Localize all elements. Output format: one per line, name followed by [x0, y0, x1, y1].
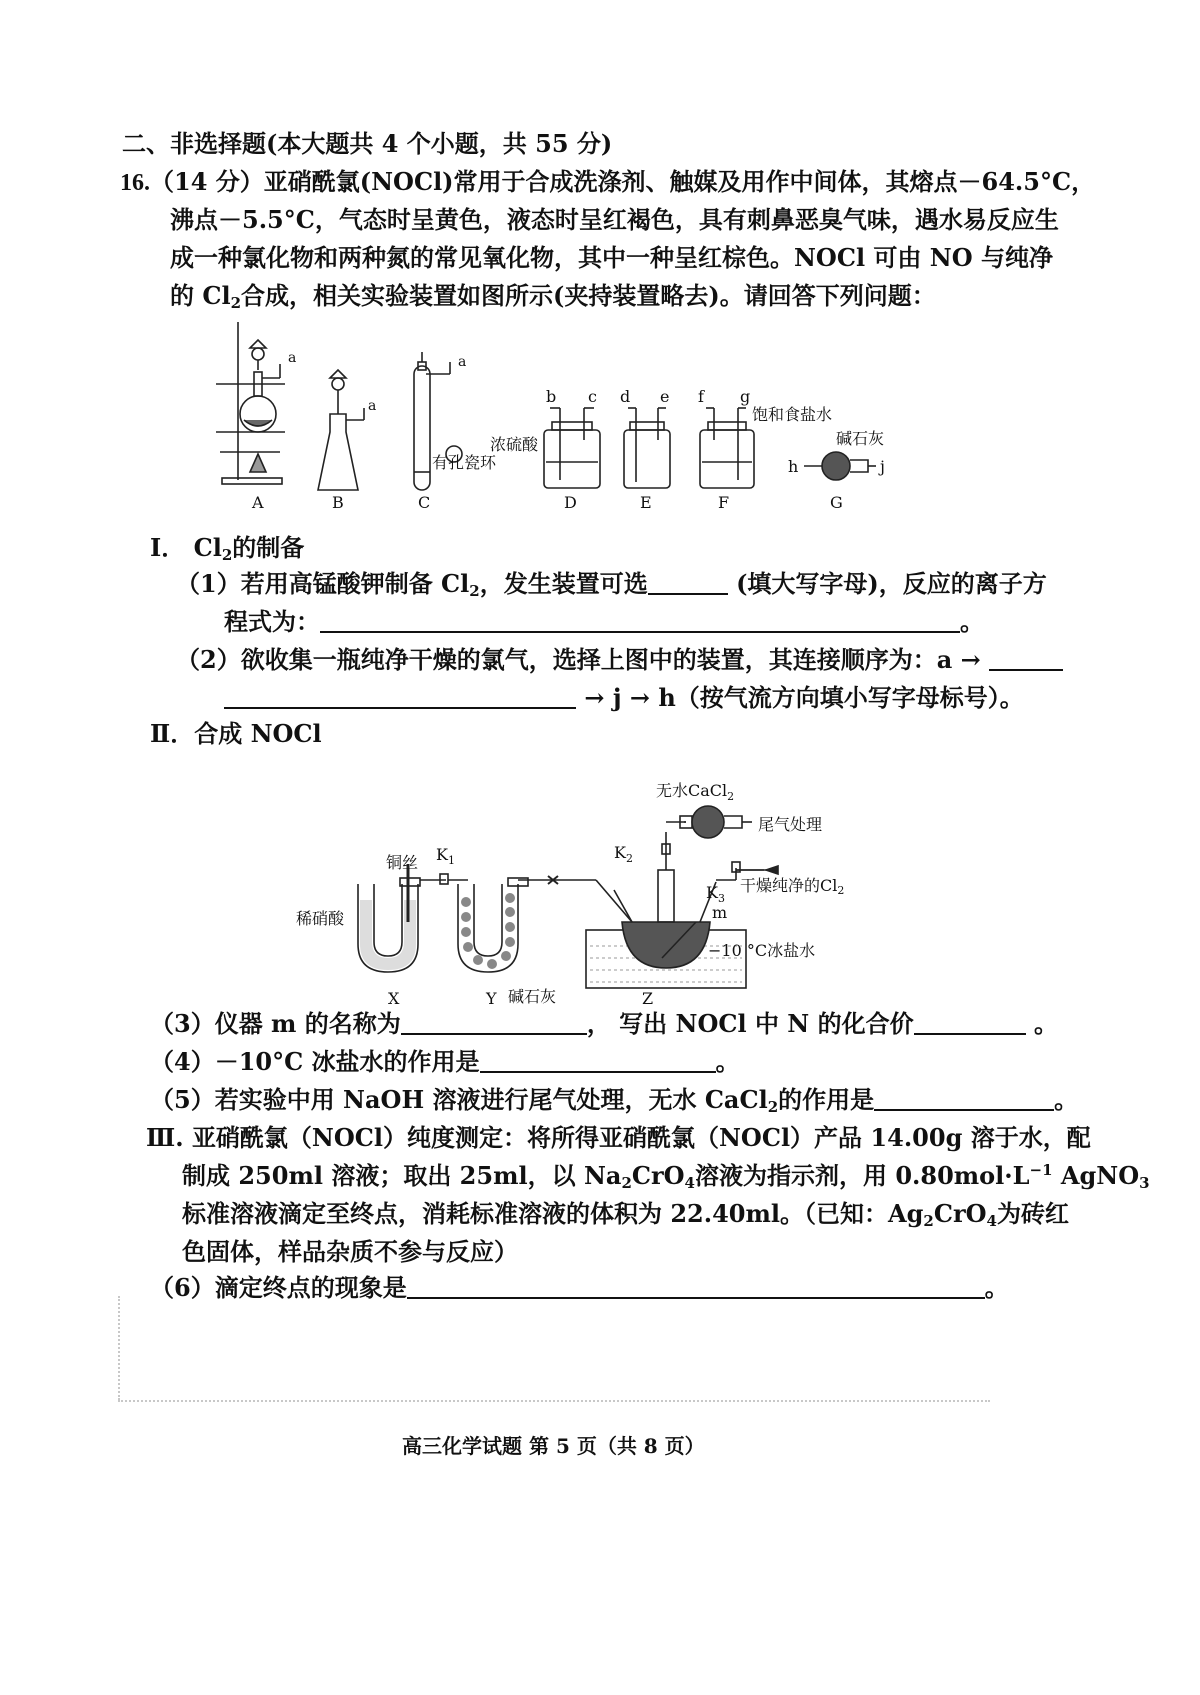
q1-text-c: (填大写字母)，反应的离子方: [727, 569, 1047, 598]
intro-line-2: 沸点－5.5°C，气态时呈黄色，液态时呈红褐色，具有刺鼻恶臭气味，遇水易反应生: [170, 205, 1059, 234]
footer-text-c: 页）: [657, 1434, 705, 1458]
q1-line-2: [224, 606, 984, 638]
q3-answer-blank-2[interactable]: [914, 1009, 1026, 1035]
anhydrous-cacl2-label: [656, 781, 734, 803]
q1-end: 。: [960, 607, 984, 636]
q5-line: [150, 1084, 1078, 1116]
part-2-title: Ⅱ．合成 NOCl: [150, 719, 322, 748]
dilute-nitric-label: 稀硝酸: [296, 909, 345, 928]
part-3-l2-c: 溶液为指示剂，用 0.80mol·L: [694, 1161, 1030, 1190]
q5-text-b: 的作用是: [778, 1085, 875, 1114]
label-b: B: [332, 493, 344, 512]
q4-text-b: 。: [715, 1047, 740, 1076]
q6-text-b: 。: [984, 1273, 1009, 1302]
intro-line-4-prefix: 的 Cl: [170, 281, 231, 310]
intro-line-4: [170, 280, 936, 312]
q1-text-b: ，发生装置可选: [479, 569, 648, 598]
port-a-2: a: [368, 398, 377, 414]
part-3-l2-s1: 2: [621, 1174, 632, 1192]
tail-gas-label: 尾气处理: [758, 815, 823, 834]
part-3-l2-b: CrO: [631, 1161, 685, 1190]
u-tube-x: [358, 864, 446, 972]
q5-sub: 2: [767, 1098, 779, 1116]
conc-sulfuric-label: 浓硫酸: [490, 435, 539, 454]
part-3-l2-sup: −1: [1029, 1161, 1053, 1179]
part-3-l2-d: AgNO: [1052, 1161, 1140, 1190]
q3-text-b: ， 写出 NOCl 中 N 的化合价: [586, 1009, 914, 1038]
q2-text-b: → j → h（按气流方向填小写字母标号）。: [584, 683, 1024, 712]
q6-line: [150, 1272, 1009, 1304]
k3-label: [706, 883, 725, 905]
k3-sub: 3: [717, 892, 725, 905]
port-j: j: [880, 457, 885, 476]
cacl2-drying-tube: [680, 806, 752, 838]
apparatus-g: [804, 452, 876, 480]
label-z: Z: [642, 989, 654, 1008]
q6-answer-blank[interactable]: [407, 1273, 985, 1299]
intro-line-1: 亚硝酰氯(NOCl)常用于合成洗涤剂、触媒及用作中间体，其熔点－64.5°C，: [263, 167, 1096, 196]
k1-label: [436, 845, 455, 867]
footer-total: 8: [643, 1434, 658, 1458]
part-3-l2-s3: 3: [1139, 1174, 1150, 1192]
q1-answer-blank-1[interactable]: [648, 569, 728, 595]
soda-lime-label-1: 碱石灰: [836, 429, 885, 448]
part-3-l2-a: 制成 250ml 溶液；取出 25ml，以 Na: [182, 1161, 622, 1190]
q4-text-a: （4）－10°C 冰盐水的作用是: [150, 1047, 480, 1076]
answer-area-border-left: [118, 1296, 120, 1400]
apparatus-f: [700, 408, 754, 488]
anhydrous-cacl2-text: 无水CaCl: [656, 781, 728, 800]
port-g: g: [740, 387, 751, 406]
q1-sub: 2: [469, 582, 480, 600]
question-number: 16.: [120, 170, 150, 196]
section-heading: 二、非选择题(本大题共 4 个小题，共 55 分): [122, 129, 613, 158]
part-3-line-1: Ⅲ. 亚硝酰氯（NOCl）纯度测定：将所得亚硝酰氯（NOCl）产品 14.00g 溶于水，配: [146, 1123, 1091, 1152]
label-g: G: [830, 493, 843, 512]
k2-label: [614, 843, 633, 865]
footer-text-a: 高三化学试题 第: [402, 1434, 556, 1458]
label-y: Y: [486, 989, 497, 1008]
q2-line-2: [224, 682, 1024, 714]
q4-line: [150, 1046, 740, 1078]
k1-text: K: [436, 845, 448, 864]
part-3-l3-s2: 4: [986, 1212, 997, 1230]
q3-text-c: 。: [1025, 1009, 1058, 1038]
m-label: m: [712, 903, 728, 922]
apparatus-e: [624, 408, 670, 488]
part-1-title-sub: 2: [221, 546, 233, 564]
q2-line-1: [176, 644, 1063, 676]
label-f: F: [718, 493, 730, 512]
label-e: E: [640, 493, 652, 512]
footer-page: 5: [555, 1434, 570, 1458]
apparatus-a: [216, 322, 285, 484]
dry-cl2-sub: 2: [837, 884, 845, 897]
intro-line-4-text: 合成，相关实验装置如图所示(夹持装置略去)。请回答下列问题：: [241, 281, 936, 310]
intro-line-3: 成一种氯化物和两种氮的常见氧化物，其中一种呈红棕色。NOCl 可由 NO 与纯净: [170, 243, 1053, 272]
intro-line-4-sub: 2: [230, 294, 242, 312]
apparatus-b: [318, 370, 364, 490]
q4-answer-blank[interactable]: [480, 1047, 716, 1073]
port-a-3: a: [458, 354, 467, 370]
k2-text: K: [614, 843, 626, 862]
q1-line-1: [176, 568, 1047, 600]
k2-sub: 2: [625, 852, 633, 865]
k1-sub: 1: [447, 854, 455, 867]
q1-text-d: 程式为：: [224, 607, 320, 636]
page-footer: [402, 1430, 705, 1462]
porcelain-ring-label: 有孔瓷环: [432, 453, 497, 472]
part-1-title: [150, 532, 304, 564]
sat-brine-label: 饱和食盐水: [752, 405, 833, 424]
q1-text-a: （1）若用高锰酸钾制备 Cl: [176, 569, 470, 598]
part-3-l3-a: 标准溶液滴定至终点，消耗标准溶液的体积为 22.40ml。（已知：Ag: [182, 1199, 924, 1228]
question-points: （14 分）: [150, 167, 264, 196]
part-3-l3-b: CrO: [933, 1199, 987, 1228]
soda-lime-label-2: 碱石灰: [508, 987, 557, 1006]
port-c: c: [588, 387, 597, 406]
label-d: D: [564, 493, 577, 512]
port-a-1: a: [288, 350, 297, 366]
port-e: e: [660, 387, 670, 406]
part-3-line-2: [182, 1160, 1150, 1192]
q3-answer-blank-1[interactable]: [401, 1009, 587, 1035]
label-x: X: [388, 989, 400, 1008]
port-h: h: [788, 457, 799, 476]
label-c: C: [418, 493, 431, 512]
q2-text-a: （2）欲收集一瓶纯净干燥的氯气，选择上图中的装置，其连接顺序为：a →: [176, 645, 981, 674]
apparatus-figure-1: [200, 322, 920, 512]
part-3-line-4: 色固体，样品杂质不参与反应）: [182, 1237, 518, 1266]
part-3-line-3: [182, 1198, 1069, 1230]
q1-answer-blank-2[interactable]: [320, 607, 960, 633]
part-3-l2-s2: 4: [684, 1174, 695, 1192]
q2-answer-blank-2[interactable]: [224, 683, 576, 709]
q3-line: [150, 1008, 1058, 1040]
apparatus-d: [544, 408, 600, 488]
dry-cl2-main: 干燥纯净的Cl: [740, 876, 838, 895]
part-3-l3-c: 为砖红: [996, 1199, 1069, 1228]
q3-text-a: （3）仪器 m 的名称为: [150, 1009, 401, 1038]
copper-wire-label: 铜丝: [386, 853, 419, 872]
k3-text: K: [706, 883, 718, 902]
q2-answer-blank-1[interactable]: [989, 645, 1063, 671]
port-b: b: [546, 387, 557, 406]
label-a: A: [252, 493, 264, 512]
dry-cl2-text: [740, 876, 844, 896]
part-1-title-tail: 的制备: [232, 533, 305, 562]
q5-text-a: （5）若实验中用 NaOH 溶液进行尾气处理，无水 CaCl: [150, 1085, 768, 1114]
port-d: d: [620, 387, 631, 406]
ice-brine-label: −10 °C冰盐水: [708, 941, 816, 960]
valve-k1[interactable]: [440, 874, 448, 884]
port-f: f: [698, 387, 704, 406]
footer-text-b: 页（共: [569, 1434, 644, 1458]
anhydrous-cacl2-sub: 2: [727, 790, 735, 803]
answer-area-border-bottom: [118, 1400, 990, 1402]
question-16-number: [120, 166, 1095, 199]
part-3-l3-s1: 2: [923, 1212, 934, 1230]
part-1-title-text: Cl: [193, 533, 222, 562]
part-1-roman: Ⅰ．: [150, 533, 186, 562]
q5-text-c: 。: [1054, 1085, 1079, 1114]
q5-answer-blank[interactable]: [874, 1085, 1054, 1111]
q6-text-a: （6）滴定终点的现象是: [150, 1273, 407, 1302]
